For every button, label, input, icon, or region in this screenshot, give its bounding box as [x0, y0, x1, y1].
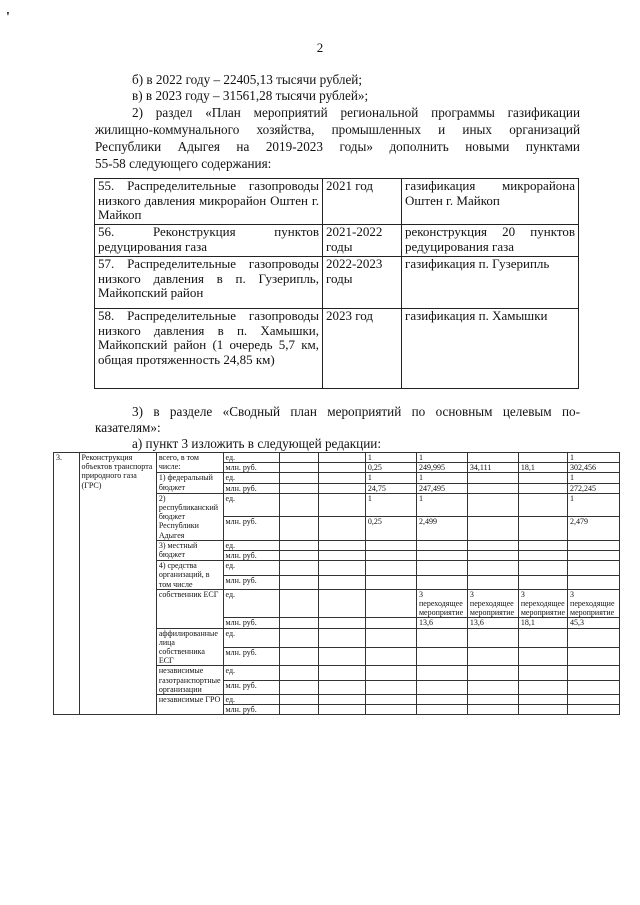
plan-2021-cell: [467, 647, 518, 666]
program-name-cell: 55. Распределительные газопроводы низкого давления микрорайон Оштен г. Майкоп: [95, 179, 323, 225]
plan-2021-cell: [467, 680, 518, 694]
plan-2020-cell: 1: [416, 473, 467, 483]
plan-source-cell: независимые газотранспортные организации: [156, 666, 223, 695]
plan-2022-cell: [518, 483, 567, 493]
plan-2022-cell: [518, 647, 567, 666]
plan-2021-cell: [467, 540, 518, 550]
plan-total-cell: 302,456: [568, 463, 620, 473]
plan-unit-cell: ед.: [223, 453, 280, 463]
plan-source-cell: 2) республиканский бюджет Республики Адыгея: [156, 493, 223, 540]
plan-2020-cell: [416, 705, 467, 715]
plan-blank-cell: [280, 628, 319, 647]
plan-unit-cell: млн. руб.: [223, 705, 280, 715]
plan-2020-cell: [416, 680, 467, 694]
plan-2022-cell: [518, 575, 567, 589]
plan-unit-cell: ед.: [223, 589, 280, 618]
item-2-line-3: Республики Адыгея на 2019-2023 годы» дополнить новыми пунктами: [95, 139, 580, 154]
plan-2020-cell: [416, 695, 467, 705]
plan-blank-cell: [280, 463, 319, 473]
plan-2021-cell: [467, 695, 518, 705]
plan-2022-cell: [518, 493, 567, 517]
plan-source-cell: 4) средства организаций, в том числе: [156, 561, 223, 590]
plan-2019-cell: [365, 705, 416, 715]
plan-empty-cell: [319, 561, 366, 575]
plan-2022-cell: [518, 695, 567, 705]
plan-empty-cell: [319, 589, 366, 618]
plan-empty-cell: [319, 666, 366, 680]
plan-empty-cell: [319, 551, 366, 561]
plan-total-cell: 272,245: [568, 483, 620, 493]
plan-total-cell: 3 переходящие мероприятие: [568, 589, 620, 618]
line-v: в) в 2023 году – 31561,28 тысячи рублей»;: [132, 88, 369, 103]
plan-empty-cell: [319, 695, 366, 705]
plan-2022-cell: [518, 628, 567, 647]
plan-total-cell: 45,3: [568, 618, 620, 628]
plan-unit-cell: ед.: [223, 493, 280, 517]
page-number: 2: [316, 40, 324, 55]
corner-mark: ': [6, 10, 10, 25]
plan-2019-cell: 1: [365, 453, 416, 463]
plan-2021-cell: [467, 705, 518, 715]
plan-blank-cell: [280, 695, 319, 705]
plan-2020-cell: 1: [416, 493, 467, 517]
plan-2021-cell: [467, 493, 518, 517]
plan-empty-cell: [319, 463, 366, 473]
plan-2019-cell: [365, 589, 416, 618]
plan-2019-cell: [365, 575, 416, 589]
plan-blank-cell: [280, 589, 319, 618]
plan-2021-cell: [467, 666, 518, 680]
plan-empty-cell: [319, 540, 366, 550]
plan-2019-cell: [365, 628, 416, 647]
table-row: [95, 225, 579, 257]
plan-2022-cell: [518, 473, 567, 483]
program-table: [94, 178, 579, 389]
plan-unit-cell: ед.: [223, 473, 280, 483]
plan-source-cell: независимые ГРО: [156, 695, 223, 715]
item-3-line-1: 3) в разделе «Сводный план мероприятий по основным целевым по-: [132, 404, 580, 419]
item-3-line-2: казателям»:: [95, 420, 161, 435]
plan-2022-cell: [518, 517, 567, 541]
plan-blank-cell: [280, 473, 319, 483]
plan-2021-cell: [467, 473, 518, 483]
plan-blank-cell: [280, 540, 319, 550]
plan-2022-cell: [518, 666, 567, 680]
plan-2022-cell: [518, 540, 567, 550]
plan-empty-cell: [319, 493, 366, 517]
plan-empty-cell: [319, 618, 366, 628]
plan-2019-cell: 1: [365, 473, 416, 483]
table-row: [95, 179, 579, 225]
plan-2021-cell: 3 переходящее мероприятие: [467, 589, 518, 618]
plan-unit-cell: млн. руб.: [223, 463, 280, 473]
plan-2022-cell: 18,1: [518, 618, 567, 628]
plan-2019-cell: [365, 618, 416, 628]
plan-blank-cell: [280, 561, 319, 575]
plan-blank-cell: [280, 666, 319, 680]
plan-2020-cell: [416, 666, 467, 680]
plan-source-cell: 1) федеральный бюджет: [156, 473, 223, 493]
program-period-cell: 2021-2022 годы: [323, 225, 402, 257]
line-b: б) в 2022 году – 22405,13 тысячи рублей;: [132, 72, 363, 87]
plan-unit-cell: млн. руб.: [223, 618, 280, 628]
item-2-line-1: 2) раздел «План мероприятий региональной программы газификации: [132, 105, 580, 120]
plan-source-cell: аффилированные лица собственника ЕСГ: [156, 628, 223, 666]
plan-total-cell: [568, 680, 620, 694]
plan-blank-cell: [280, 618, 319, 628]
program-result-cell: газификация п. Гузерипль: [402, 257, 579, 309]
plan-blank-cell: [280, 483, 319, 493]
plan-blank-cell: [280, 551, 319, 561]
plan-2019-cell: 0,25: [365, 463, 416, 473]
plan-empty-cell: [319, 705, 366, 715]
plan-source-cell: всего, в том числе:: [156, 453, 223, 473]
plan-2019-cell: [365, 551, 416, 561]
program-period-cell: 2022-2023 годы: [323, 257, 402, 309]
plan-2020-cell: 13,6: [416, 618, 467, 628]
program-name-cell: 56. Реконструкция пунктов редуцирования газа: [95, 225, 323, 257]
plan-unit-cell: ед.: [223, 540, 280, 550]
plan-empty-cell: [319, 680, 366, 694]
plan-2021-cell: 13,6: [467, 618, 518, 628]
plan-number-cell: 3.: [54, 453, 80, 715]
plan-total-cell: [568, 540, 620, 550]
plan-2019-cell: 24,75: [365, 483, 416, 493]
plan-2020-cell: [416, 551, 467, 561]
plan-source-cell: собственник ЕСГ: [156, 589, 223, 628]
plan-blank-cell: [280, 680, 319, 694]
plan-2022-cell: [518, 551, 567, 561]
program-result-cell: газификация микрорайона Оштен г. Майкоп: [402, 179, 579, 225]
plan-2021-cell: [467, 628, 518, 647]
plan-2020-cell: 2,499: [416, 517, 467, 541]
plan-2022-cell: 3 переходящее мероприятие: [518, 589, 567, 618]
item-2-line-2: жилищно-коммунального хозяйства, промышленных и иных организаций: [95, 122, 580, 137]
plan-empty-cell: [319, 517, 366, 541]
plan-2019-cell: [365, 540, 416, 550]
table-row: [95, 309, 579, 389]
plan-empty-cell: [319, 483, 366, 493]
plan-2021-cell: [467, 453, 518, 463]
program-name-cell: 57. Распределительные газопроводы низкого давления в п. Гузерипль, Майкопский район: [95, 257, 323, 309]
plan-2021-cell: 34,111: [467, 463, 518, 473]
plan-2019-cell: 1: [365, 493, 416, 517]
plan-total-cell: [568, 551, 620, 561]
plan-total-cell: 1: [568, 493, 620, 517]
plan-blank-cell: [280, 493, 319, 517]
plan-blank-cell: [280, 705, 319, 715]
plan-unit-cell: млн. руб.: [223, 575, 280, 589]
plan-empty-cell: [319, 575, 366, 589]
plan-2021-cell: [467, 551, 518, 561]
plan-source-cell: 3) местный бюджет: [156, 540, 223, 560]
program-period-cell: 2023 год: [323, 309, 402, 389]
plan-2019-cell: 0,25: [365, 517, 416, 541]
plan-2022-cell: [518, 680, 567, 694]
plan-blank-cell: [280, 647, 319, 666]
plan-total-cell: [568, 695, 620, 705]
plan-2019-cell: [365, 666, 416, 680]
plan-unit-cell: ед.: [223, 561, 280, 575]
plan-total-cell: 1: [568, 453, 620, 463]
plan-unit-cell: млн. руб.: [223, 483, 280, 493]
plan-2020-cell: [416, 561, 467, 575]
plan-title-cell: Реконструкция объектов транспорта природного газа (ГРС): [79, 453, 156, 715]
program-result-cell: газификация п. Хамышки: [402, 309, 579, 389]
plan-2019-cell: [365, 695, 416, 705]
plan-empty-cell: [319, 453, 366, 463]
plan-2020-cell: [416, 575, 467, 589]
plan-unit-cell: млн. руб.: [223, 551, 280, 561]
plan-total-cell: [568, 705, 620, 715]
plan-2021-cell: [467, 517, 518, 541]
table-row: [95, 257, 579, 309]
plan-total-cell: 2,479: [568, 517, 620, 541]
plan-total-cell: [568, 647, 620, 666]
plan-unit-cell: ед.: [223, 695, 280, 705]
plan-2020-cell: [416, 628, 467, 647]
program-name-cell: 58. Распределительные газопроводы низкого давления в п. Хамышки, Майкопский район (1 очередь 5,7 км, общая протяженность 24,85 км): [95, 309, 323, 389]
plan-2022-cell: [518, 561, 567, 575]
plan-2020-cell: 247,495: [416, 483, 467, 493]
plan-2019-cell: [365, 680, 416, 694]
plan-2021-cell: [467, 575, 518, 589]
plan-blank-cell: [280, 575, 319, 589]
table-row: [54, 453, 620, 463]
plan-blank-cell: [280, 517, 319, 541]
plan-total-cell: [568, 628, 620, 647]
plan-empty-cell: [319, 647, 366, 666]
plan-blank-cell: [280, 453, 319, 463]
plan-2020-cell: [416, 540, 467, 550]
item-3a: а) пункт 3 изложить в следующей редакции:: [132, 436, 382, 451]
plan-total-cell: [568, 666, 620, 680]
plan-unit-cell: ед.: [223, 628, 280, 647]
plan-unit-cell: млн. руб.: [223, 517, 280, 541]
summary-plan-table: [53, 452, 620, 715]
plan-2021-cell: [467, 483, 518, 493]
plan-empty-cell: [319, 628, 366, 647]
plan-empty-cell: [319, 473, 366, 483]
plan-2022-cell: 18,1: [518, 463, 567, 473]
plan-total-cell: 1: [568, 473, 620, 483]
plan-2020-cell: 249,995: [416, 463, 467, 473]
plan-2019-cell: [365, 647, 416, 666]
plan-2022-cell: [518, 705, 567, 715]
plan-total-cell: [568, 561, 620, 575]
plan-unit-cell: млн. руб.: [223, 680, 280, 694]
plan-2019-cell: [365, 561, 416, 575]
plan-unit-cell: млн. руб.: [223, 647, 280, 666]
plan-unit-cell: ед.: [223, 666, 280, 680]
plan-total-cell: [568, 575, 620, 589]
plan-2020-cell: [416, 647, 467, 666]
item-2-line-4: 55-58 следующего содержания:: [95, 156, 272, 171]
plan-2020-cell: 1: [416, 453, 467, 463]
program-result-cell: реконструкция 20 пунктов редуцирования газа: [402, 225, 579, 257]
program-period-cell: 2021 год: [323, 179, 402, 225]
plan-2022-cell: [518, 453, 567, 463]
plan-2020-cell: 3 переходящее мероприятие: [416, 589, 467, 618]
plan-2021-cell: [467, 561, 518, 575]
